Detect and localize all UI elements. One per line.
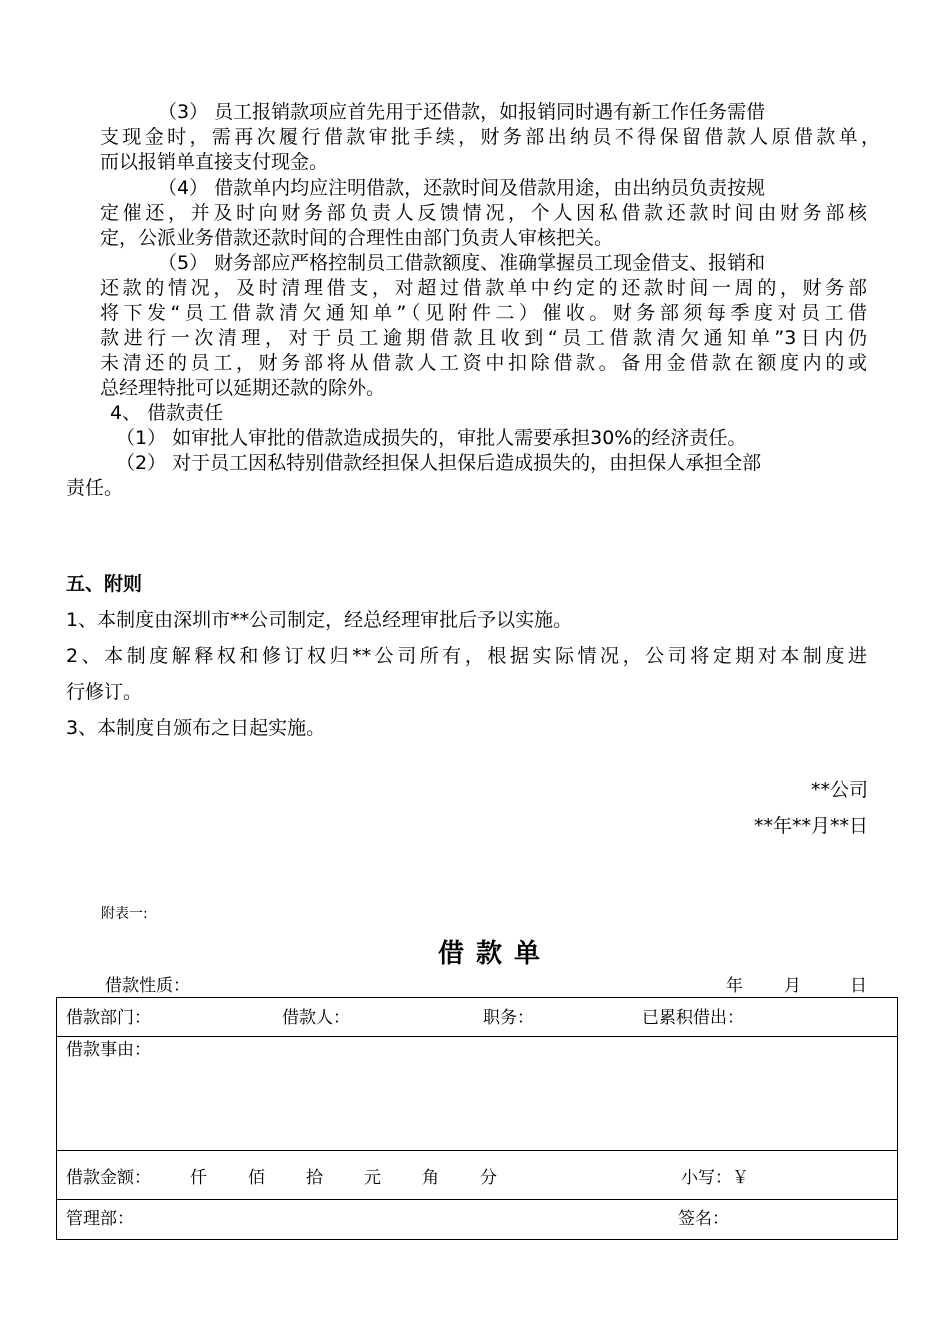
nature-field <box>105 974 340 998</box>
unit-jiao: 角 <box>422 1168 439 1188</box>
appendix-item-2-line-1: 2、本制度解释权和修订权归**公司所有，根据实际情况，公司将定期对本制度进 <box>66 645 867 667</box>
nature-input-line[interactable] <box>190 979 340 998</box>
signature-company: **公司 <box>810 779 868 801</box>
attachment-label: 附表一: <box>101 906 148 922</box>
unit-bai: 佰 <box>248 1168 265 1188</box>
p4-line-3: 定，公派业务借款还款时间的合理性由部门负责人审核把关。 <box>100 227 614 249</box>
section4-item-2-line-1: （2） 对于员工因私特别借款经担保人担保后造成损失的，由担保人承担全部 <box>116 452 762 474</box>
p3-line-2: 支现金时，需再次履行借款审批手续，财务部出纳员不得保留借款人原借款单， <box>100 126 880 148</box>
form-row-sign <box>57 1199 897 1239</box>
signature-date: **年**月**日 <box>753 815 868 837</box>
appendix-item-1: 1、本制度由深圳市**公司制定，经总经理审批后予以实施。 <box>66 609 573 631</box>
loan-form-table <box>56 997 898 1240</box>
form-month: 月 <box>784 976 801 996</box>
unit-fen: 分 <box>480 1168 497 1188</box>
form-row-amount <box>57 1150 897 1200</box>
unit-qian: 仟 <box>190 1168 207 1188</box>
borrower-label: 借款人： <box>282 1008 350 1028</box>
p5-line-3: 将下发“员工借款清欠通知单”（见附件二）催收。财务部须每季度对员工借 <box>100 302 867 324</box>
p3-line-1: （3） 员工报销款项应首先用于还借款，如报销同时遇有新工作任务需借 <box>158 101 766 123</box>
section4-item-2-line-2: 责任。 <box>66 477 124 499</box>
form-year: 年 <box>726 976 743 996</box>
form-row-info <box>57 998 897 1037</box>
management-label: 管理部： <box>66 1209 134 1229</box>
form-row-reason <box>57 1036 897 1151</box>
appendix-heading: 五、附则 <box>66 573 143 595</box>
p5-line-1: （5） 财务部应严格控制员工借款额度、准确掌握员工现金借支、报销和 <box>158 252 766 274</box>
appendix-item-2-line-2: 行修订。 <box>66 681 143 703</box>
form-day: 日 <box>850 976 867 996</box>
p4-line-1: （4） 借款单内均应注明借款，还款时间及借款用途，由出纳员负责按规 <box>158 177 766 199</box>
signature-label: 签名： <box>678 1209 729 1229</box>
p3-line-3: 而以报销单直接支付现金。 <box>100 151 329 173</box>
accumulated-label: 已累积借出： <box>642 1008 744 1028</box>
position-label: 职务： <box>483 1008 534 1028</box>
nature-label: 借款性质： <box>105 976 190 996</box>
amount-label: 借款金额： <box>66 1168 151 1188</box>
p5-line-6: 总经理特批可以延期还款的除外。 <box>100 377 386 399</box>
p4-line-2: 定催还，并及时向财务部负责人反馈情况，个人因私借款还款时间由财务部核 <box>100 202 867 224</box>
lowercase-amount-label: 小写：￥ <box>681 1168 749 1188</box>
p5-line-2: 还款的情况，及时清理借支，对超过借款单中约定的还款时间一周的，财务部 <box>100 277 867 299</box>
dept-label: 借款部门： <box>66 1008 151 1028</box>
appendix-item-3: 3、本制度自颁布之日起实施。 <box>66 717 326 739</box>
form-title: 借款单 <box>437 939 552 969</box>
unit-shi: 拾 <box>306 1168 323 1188</box>
p5-line-4: 款进行一次清理，对于员工逾期借款且收到“员工借款清欠通知单”3日内仍 <box>100 327 867 349</box>
p5-line-5: 未清还的员工，财务部将从借款人工资中扣除借款。备用金借款在额度内的或 <box>100 352 867 374</box>
unit-yuan: 元 <box>364 1168 381 1188</box>
section4-title: 4、 借款责任 <box>110 402 224 424</box>
section4-item-1: （1） 如审批人审批的借款造成损失的，审批人需要承担30%的经济责任。 <box>116 427 747 449</box>
reason-label: 借款事由： <box>66 1040 151 1060</box>
